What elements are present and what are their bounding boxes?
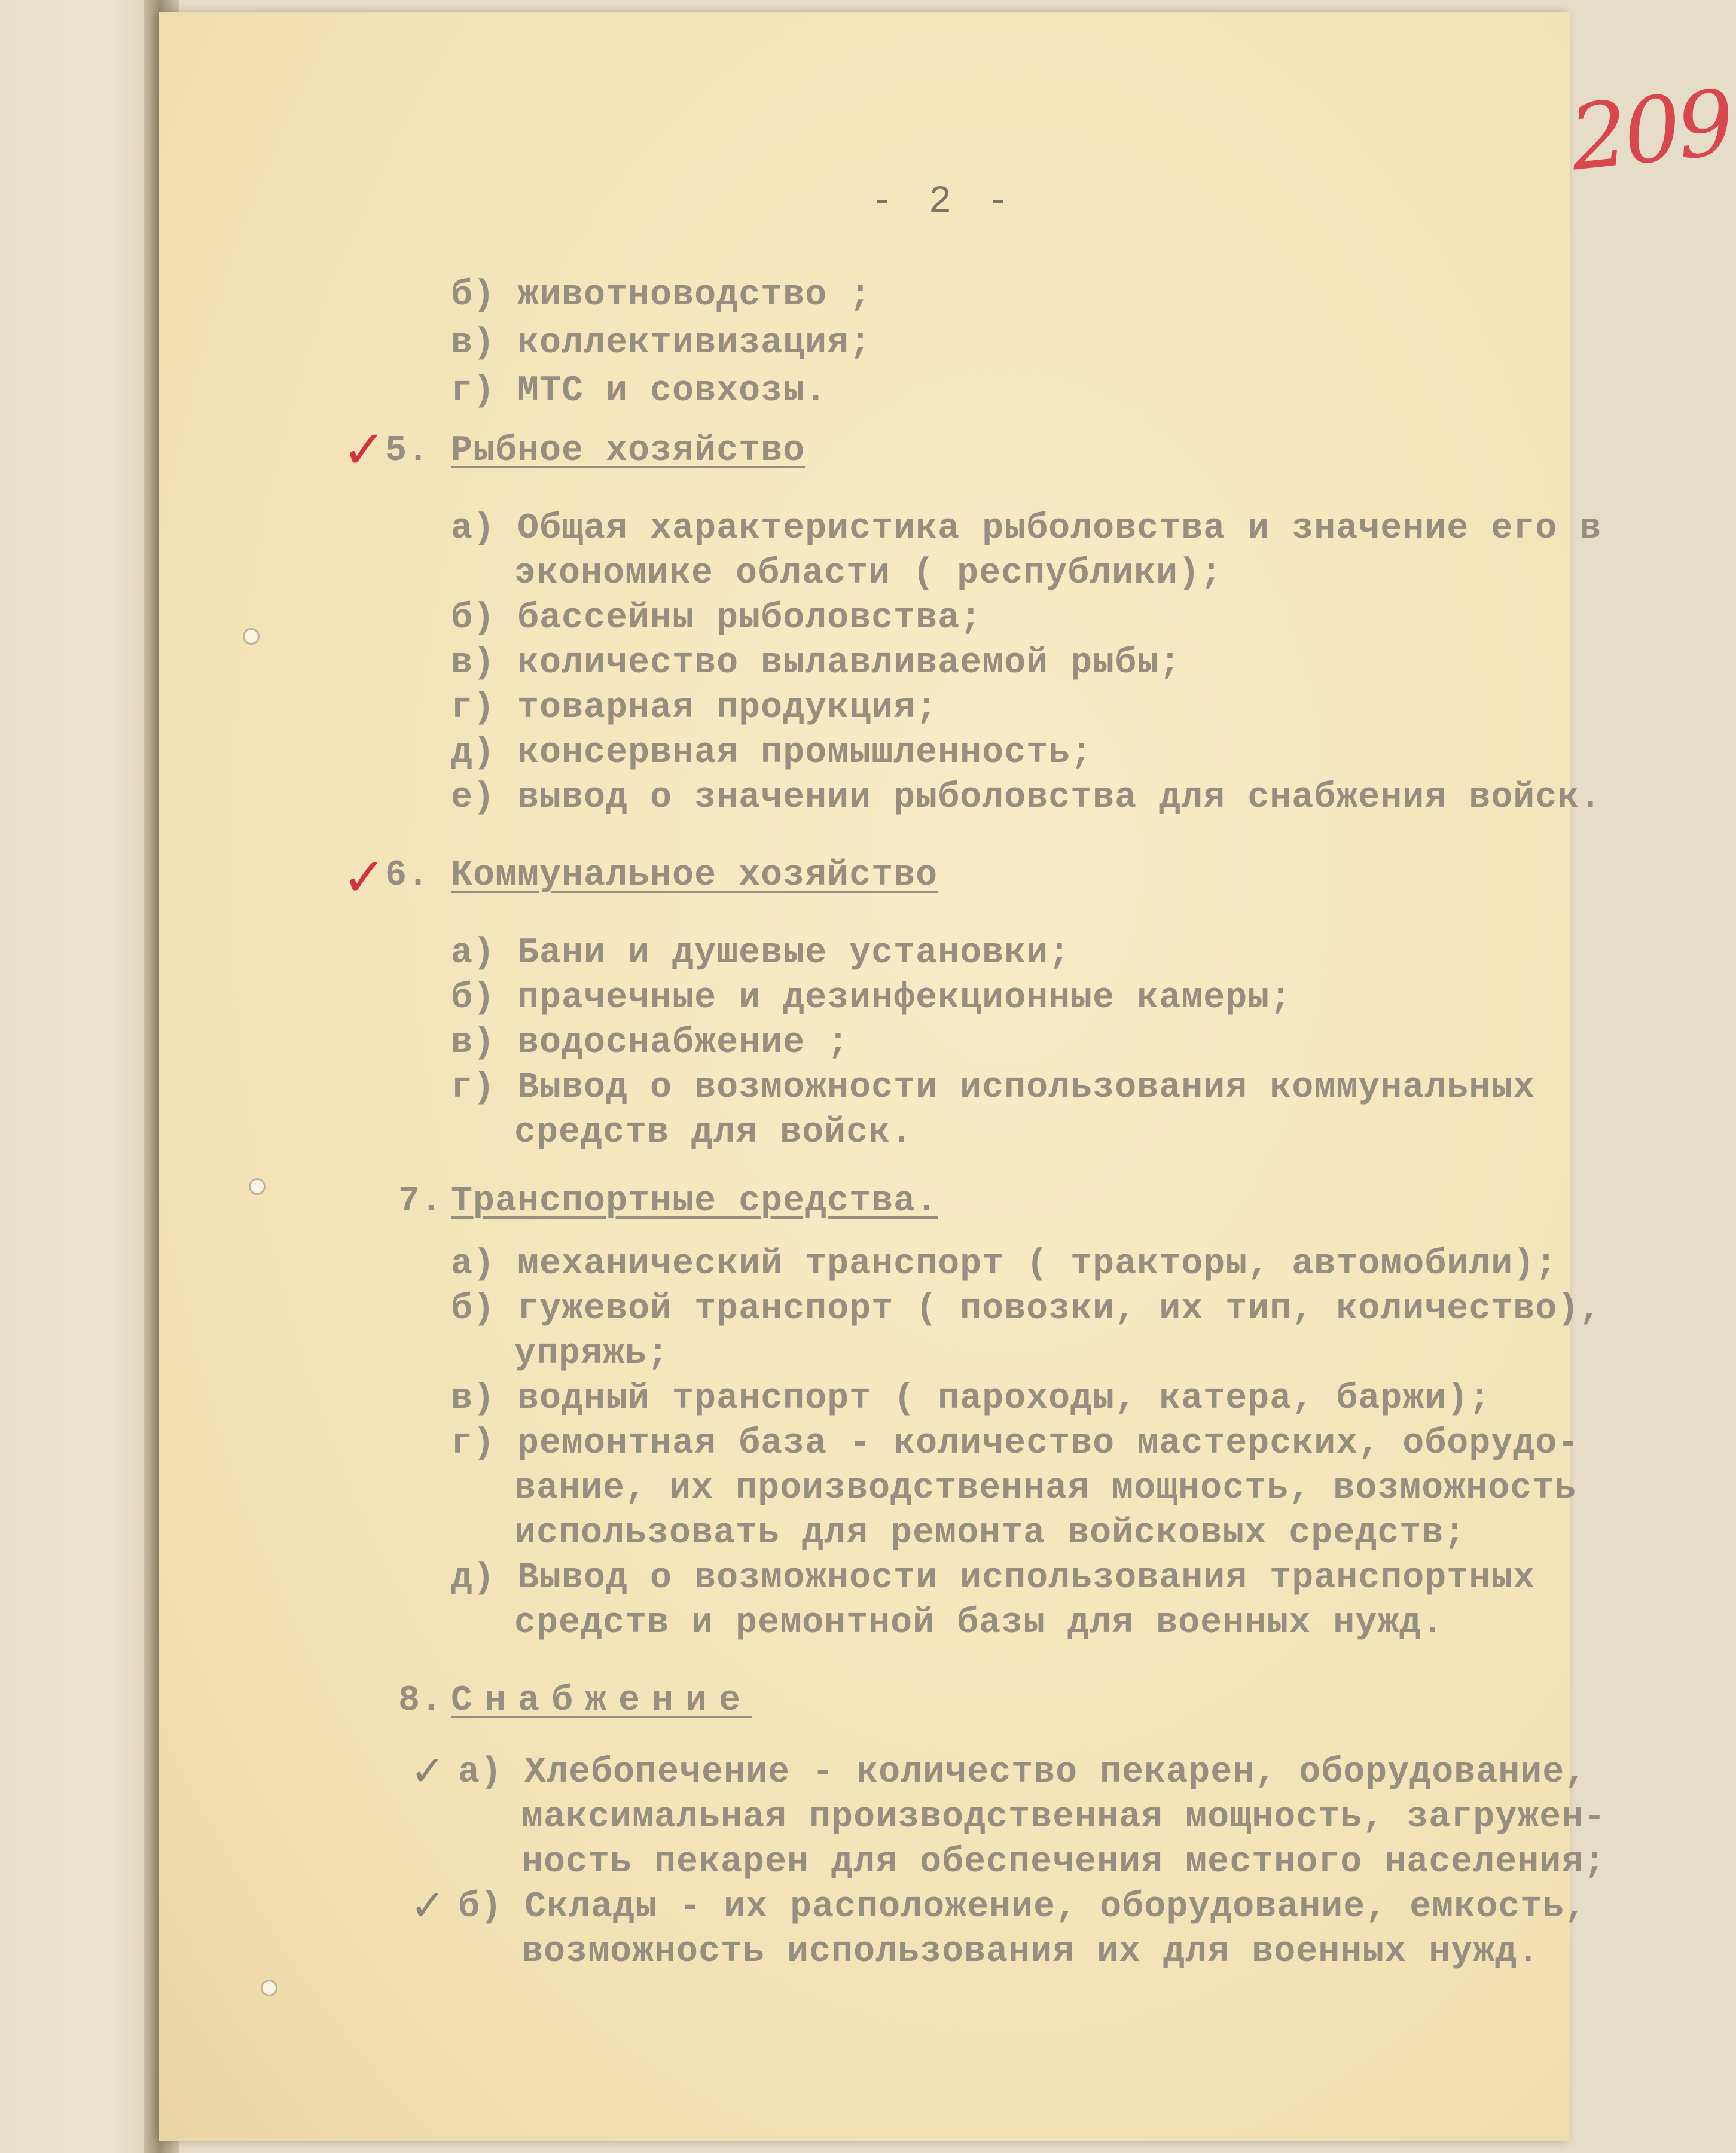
list-item: б) Склады - их расположение, оборудование, емкость, — [458, 1887, 1587, 1928]
list-item: г) МТС и совхозы. — [451, 371, 828, 411]
list-item-continuation: средств и ремонтной базы для военных нужд. — [514, 1603, 1444, 1643]
section-number: 7. — [398, 1181, 443, 1222]
list-item-continuation: максимальная производственная мощность, загружен- — [521, 1797, 1606, 1838]
list-item: а) механический транспорт ( тракторы, автомобили); — [451, 1244, 1558, 1285]
punch-hole — [261, 1980, 277, 1996]
list-item: в) количество вылавливаемой рыбы; — [451, 643, 1182, 684]
list-item: в) водоснабжение ; — [451, 1023, 850, 1063]
red-checkmark-icon: ✓ — [342, 419, 386, 480]
list-item: в) водный транспорт ( пароходы, катера, баржи); — [451, 1379, 1491, 1419]
section-heading: Рыбное хозяйство — [451, 431, 806, 471]
red-checkmark-icon: ✓ — [342, 846, 386, 908]
list-item-continuation: ность пекарен для обеспечения местного населения; — [521, 1842, 1606, 1883]
punch-hole — [249, 1178, 266, 1195]
list-item: а) Бани и душевые установки; — [451, 933, 1071, 974]
list-item-continuation: экономике области ( республики); — [514, 553, 1223, 594]
list-item: б) бассейны рыболовства; — [451, 598, 983, 639]
list-item: б) прачечные и дезинфекционные камеры; — [451, 978, 1292, 1018]
list-item: д) консервная промышленность; — [451, 733, 1093, 773]
list-item: е) вывод о значении рыболовства для снабжения войск. — [451, 777, 1602, 818]
section-heading: Транспортные средства. — [451, 1181, 938, 1222]
list-item: а) Хлебопечение - количество пекарен, оборудование, — [458, 1752, 1587, 1793]
list-item: г) ремонтная база - количество мастерских, оборудо- — [451, 1423, 1580, 1464]
list-item: б) гужевой транспорт ( повозки, их тип, количество), — [451, 1289, 1602, 1329]
section-number: 6. — [385, 855, 430, 896]
list-item: а) Общая характеристика рыболовства и значение его в — [451, 508, 1602, 549]
pencil-checkmark-icon: ✓ — [410, 1881, 446, 1930]
list-item: г) товарная продукция; — [451, 688, 938, 728]
list-item-continuation: средств для войск. — [514, 1112, 913, 1153]
list-item-continuation: возможность использования их для военных нужд. — [521, 1932, 1540, 1972]
list-item: д) Вывод о возможности использования транспортных — [451, 1558, 1536, 1599]
list-item: б) животноводство ; — [451, 275, 872, 316]
list-item-continuation: упряжь; — [514, 1334, 670, 1374]
left-page — [0, 0, 157, 2153]
section-number: 5. — [385, 431, 430, 471]
list-item: в) коллективизация; — [451, 323, 872, 364]
list-item-continuation: вание, их производственная мощность, возможность — [514, 1468, 1577, 1509]
pencil-checkmark-icon: ✓ — [410, 1746, 446, 1795]
page-number: - 2 - — [871, 181, 1016, 224]
section-heading: Снабжение — [451, 1681, 753, 1721]
section-number: 8. — [398, 1681, 443, 1721]
document-sheet — [159, 12, 1736, 2141]
list-item: г) Вывод о возможности использования коммунальных — [451, 1068, 1536, 1108]
archive-page-number-stamp: 209 — [1565, 71, 1736, 191]
list-item-continuation: использовать для ремонта войсковых средств; — [514, 1513, 1466, 1554]
punch-hole — [243, 628, 260, 645]
section-heading: Коммунальное хозяйство — [451, 855, 938, 896]
